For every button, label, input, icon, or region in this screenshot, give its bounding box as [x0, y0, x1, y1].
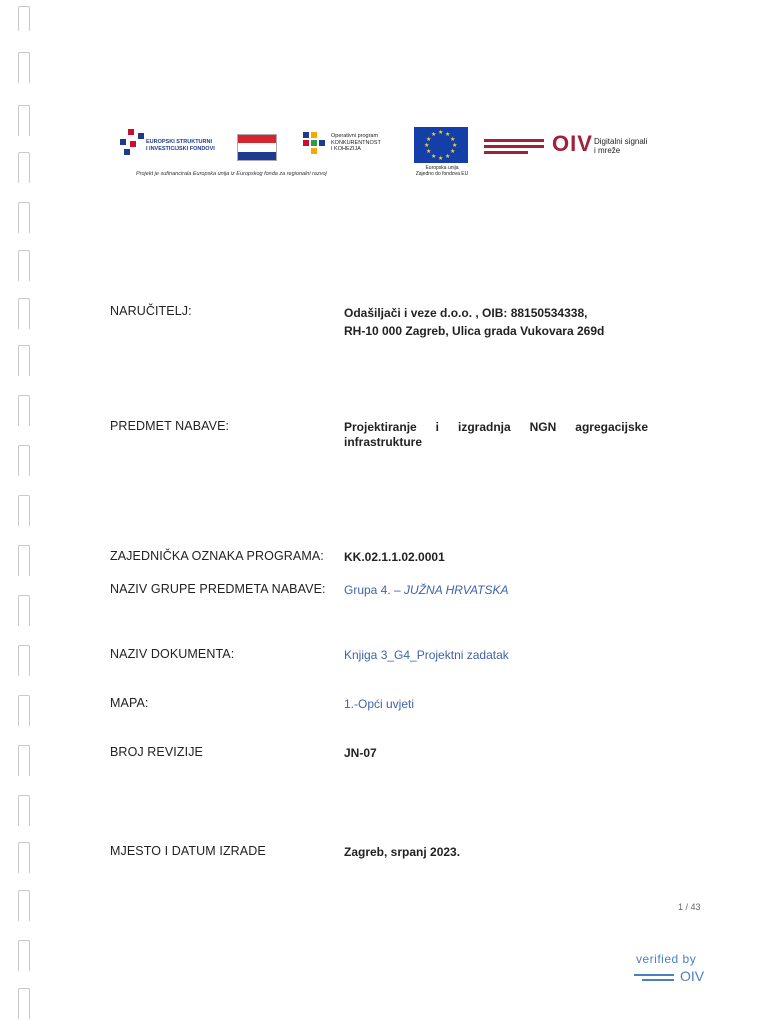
mjesto-datum-label: MJESTO I DATUM IZRADE — [110, 844, 266, 858]
binder-hole-mark — [18, 202, 30, 233]
binder-hole-mark — [18, 795, 30, 826]
binder-hole-mark — [18, 545, 30, 576]
grupa-prefix: Grupa 4. – — [344, 583, 405, 597]
binder-hole-mark — [18, 250, 30, 281]
binder-hole-mark — [18, 52, 30, 83]
grupa-predmeta-label: NAZIV GRUPE PREDMETA NABAVE: — [110, 582, 326, 596]
oznaka-programa-value: KK.02.1.1.02.0001 — [344, 550, 445, 564]
oiv-logo-subtitle: Digitalni signali i mreže — [594, 137, 648, 155]
binder-hole-mark — [18, 152, 30, 183]
binder-hole-mark — [18, 595, 30, 626]
verified-by-text: verified by — [636, 952, 697, 966]
narucitelj-line-1: Odašiljači i veze d.o.o. , OIB: 88150534338, — [344, 306, 588, 320]
grupa-region: JUŽNA HRVATSKA — [404, 583, 509, 597]
binder-hole-mark — [18, 645, 30, 676]
mjesto-datum-value: Zagreb, srpanj 2023. — [344, 845, 461, 859]
verified-by-org: OIV — [680, 968, 705, 984]
binder-hole-mark — [18, 445, 30, 476]
broj-revizije-label: BROJ REVIZIJE — [110, 745, 203, 759]
eu-caption: Europska unija Zajedno do fondova EU — [415, 165, 469, 177]
binder-hole-mark — [18, 842, 30, 873]
page-number: 1 / 43 — [678, 902, 701, 912]
oiv-logo-word: OIV — [552, 131, 593, 156]
narucitelj-line-2: RH-10 000 Zagreb, Ulica grada Vukovara 269d — [344, 324, 605, 338]
binder-hole-mark — [18, 105, 30, 136]
predmet-line-2: infrastrukture — [344, 435, 423, 449]
narucitelj-label: NARUČITELJ: — [110, 304, 192, 318]
binder-hole-mark — [18, 890, 30, 921]
binder-hole-mark — [18, 940, 30, 971]
konkurentnost-logo-icon — [303, 132, 325, 154]
croatian-flag-icon — [237, 134, 277, 161]
mapa-label: MAPA: — [110, 696, 149, 710]
naziv-dokumenta-value: Knjiga 3_G4_Projektni zadatak — [344, 648, 509, 662]
oznaka-programa-label: ZAJEDNIČKA OZNAKA PROGRAMA: — [110, 549, 324, 563]
naziv-dokumenta-label: NAZIV DOKUMENTA: — [110, 647, 235, 661]
binder-hole-mark — [18, 298, 30, 329]
binder-hole-mark — [18, 395, 30, 426]
mapa-value: 1.-Opći uvjeti — [344, 697, 415, 711]
narucitelj-value — [344, 304, 604, 340]
predmet-nabave-value — [344, 420, 648, 450]
eu-flag-icon: ★ ★ ★ ★ ★ ★ ★ ★ ★ ★ ★ ★ — [414, 127, 468, 163]
binder-hole-mark — [18, 345, 30, 376]
cofinancing-note: Projekt je sufinancirala Europska unija iz Europskog fonda za regionalni razvoj — [136, 171, 327, 177]
verified-bar-icon — [634, 974, 674, 976]
binder-hole-mark — [18, 695, 30, 726]
predmet-nabave-label: PREDMET NABAVE: — [110, 419, 230, 433]
funding-logo-strip — [118, 125, 678, 185]
predmet-line-1: Projektiranje i izgradnja NGN agregacijske — [344, 420, 648, 434]
binder-hole-mark — [18, 495, 30, 526]
binder-hole-mark — [18, 988, 30, 1019]
verified-bar-icon — [642, 979, 674, 981]
verified-by-stamp — [632, 952, 712, 992]
oiv-logo-bars-icon — [484, 137, 544, 157]
binder-hole-mark — [18, 6, 30, 31]
esif-logo-text: EUROPSKI STRUKTURNI I INVESTICIJSKI FONDOVI — [146, 139, 215, 152]
binder-hole-mark — [18, 745, 30, 776]
konkurentnost-logo-text: Operativni program KONKURENTNOST I KOHEZIJA — [331, 133, 381, 152]
grupa-predmeta-value — [344, 583, 509, 597]
broj-revizije-value: JN-07 — [344, 746, 377, 760]
